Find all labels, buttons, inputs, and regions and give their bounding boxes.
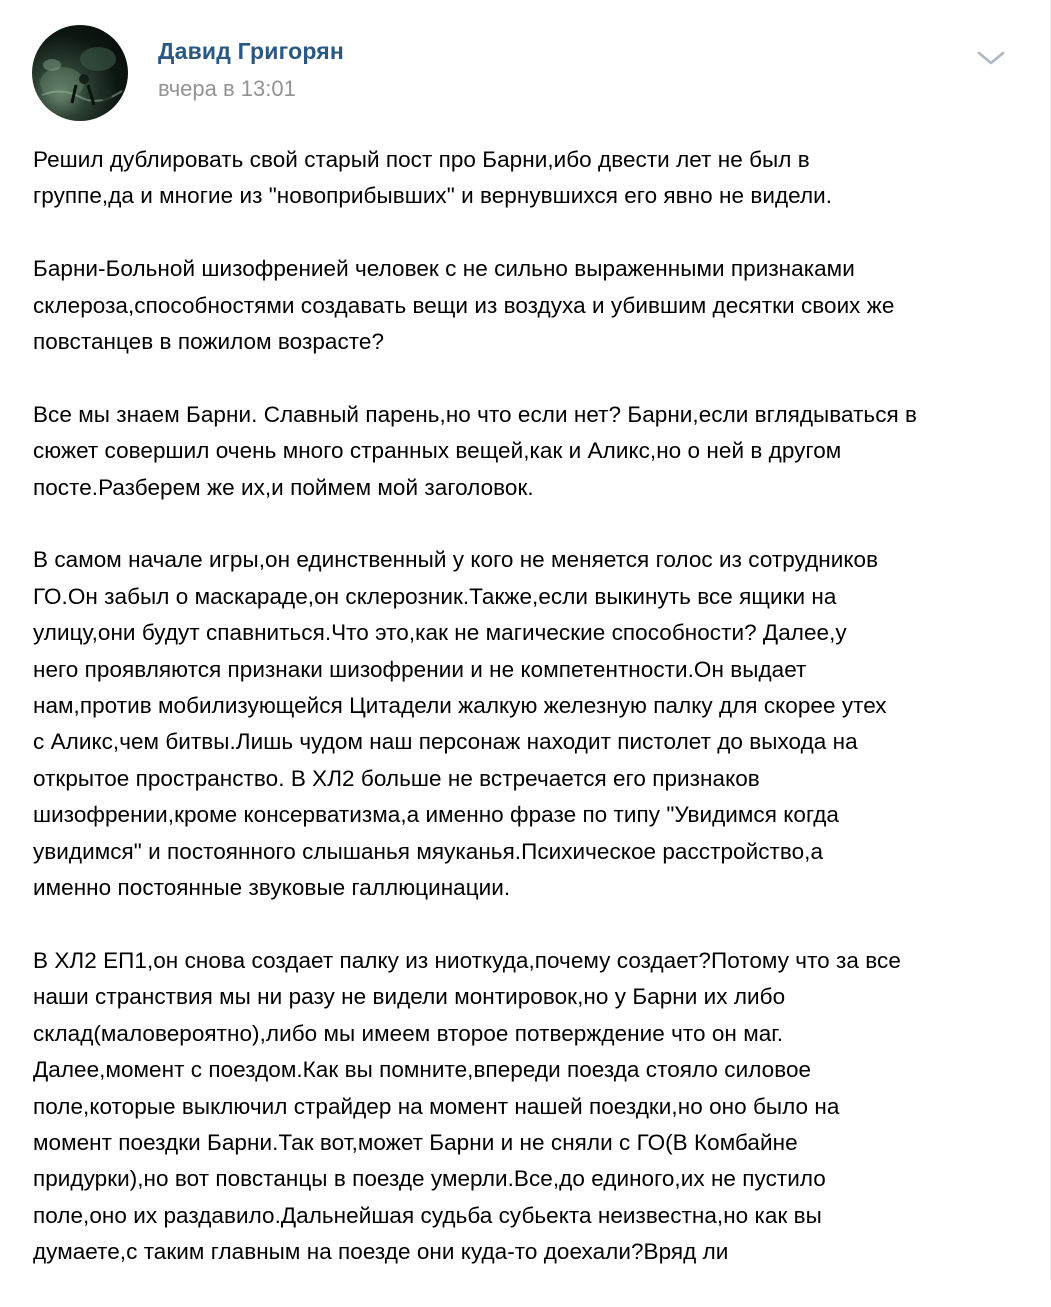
post-text-line: наши странствия мы ни разу не видели монтировок,но у Барни их либо (33, 984, 786, 1010)
avatar-photo-icon (32, 25, 128, 121)
post-text-line: сюжет совершил очень много странных вещей,как и Аликс,но о ней в другом (33, 438, 842, 464)
post-paragraph (33, 142, 1023, 215)
post-text-line: ГО.Он забыл о маскараде,он склерозник.Также,если выкинуть все ящики на (33, 583, 837, 609)
post-text (33, 142, 1023, 1307)
post-text-line: Барни-Больной шизофренией человек с не сильно выраженными признаками (33, 256, 855, 282)
post-text-line: Далее,момент с поездом.Как вы помните,впереди поезда стояло силовое (33, 1057, 812, 1083)
post-text-line: момент поездки Барни.Так вот,может Барни и не сняли с ГО(В Комбайне (33, 1129, 798, 1155)
post-text-line: придурки),но вот повстанцы в поезде умерли.Все,до единого,их не пустило (33, 1166, 826, 1192)
post-date-link[interactable]: вчера в 13:01 (158, 76, 296, 101)
post-text-line: именно постоянные звуковые галлюцинации. (33, 875, 511, 901)
post-text-line: В самом начале игры,он единственный у кого не меняется голос из сотрудников (33, 547, 879, 573)
post-menu-button[interactable] (974, 44, 1008, 72)
post-text-line: нам,против мобилизующейся Цитадели жалкую железную палку для скорее утех (33, 693, 887, 719)
post-text-line: посте.Разберем же их,и поймем мой заголовок. (33, 474, 534, 500)
post-paragraph (33, 397, 1023, 506)
author-avatar[interactable] (32, 25, 128, 121)
post-text-line: увидимся" и постоянного слышанья мяуканья.Психическое расстройство,а (33, 838, 824, 864)
post-text-line: открытое пространство. В ХЛ2 больше не встречается его признаков (33, 765, 760, 791)
post-text-line: него проявляются признаки шизофрении и не компетентности.Он выдает (33, 656, 807, 682)
post-text-line: улицу,они будут спавниться.Что это,как не магические способности? Далее,у (33, 620, 847, 646)
post-text-line: склад(маловероятно),либо мы имеем второе потверждение что он маг. (33, 1020, 784, 1046)
post-text-line: склероза,способностями создавать вещи из воздуха и убившим десятки своих же (33, 292, 895, 318)
post-paragraph (33, 542, 1023, 906)
post-text-line: Все мы знаем Барни. Славный парень,но что если нет? Барни,если вглядываться в (33, 401, 918, 427)
post-text-line: группе,да и многие из "новоприбывших" и вернувшихся его явно не видели. (33, 183, 833, 209)
post-text-line: шизофрении,кроме консерватизма,а именно фразе по типу "Увидимся когда (33, 802, 839, 828)
post-text-line: поле,оно их раздавило.Дальнейшая судьба субьекта неизвестна,но как вы (33, 1202, 822, 1228)
post-paragraph (33, 943, 1023, 1271)
post-text-line: повстанцев в пожилом возрасте? (33, 329, 385, 355)
post-paragraph (33, 251, 1023, 360)
post-text-line: Решил дублировать свой старый пост про Барни,ибо двести лет не был в (33, 147, 810, 172)
chevron-down-icon (974, 44, 1008, 72)
post-text-line: В ХЛ2 ЕП1,он снова создает палку из ниоткуда,почему создает?Потому что за все (33, 947, 901, 973)
author-name-link[interactable]: Давид Григорян (158, 38, 344, 64)
post-text-line: поле,которые выключил страйдер на момент нашей поездки,но оно было на (33, 1093, 840, 1119)
post-text-line: думаете,с таким главным на поезде они куда-то доехали?Вряд ли (33, 1239, 729, 1265)
post-text-line: с Аликс,чем битвы.Лишь чудом наш персонаж находит пистолет до выхода на (33, 729, 858, 755)
